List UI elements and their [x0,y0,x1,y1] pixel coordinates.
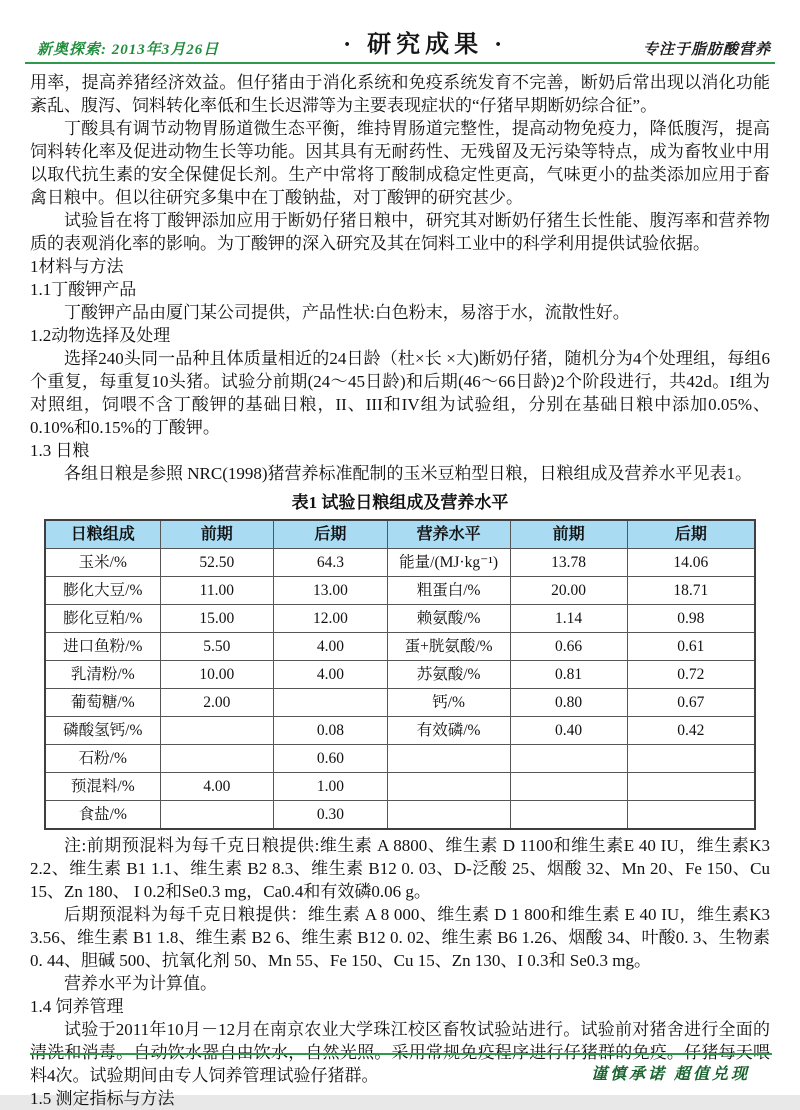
table-cell: 4.00 [160,773,274,801]
table-cell [387,801,510,830]
table-cell [387,745,510,773]
paragraph-intro-continued: 用率，提高养猪经济效益。但仔猪由于消化系统和免疫系统发育不完善，断奶后常出现以消化功能紊乱、腹泻、饲料转化率低和生长迟滞等为主要表现症状的“仔猪早期断奶综合征”。 [30,73,770,115]
footer-motto: 谨慎承诺 超值兑现 [590,1066,750,1083]
table-cell: 0.40 [510,717,627,745]
table-cell: 0.08 [274,717,388,745]
table-row [45,605,755,633]
table-cell: 1.14 [510,605,627,633]
table-cell: 4.00 [274,661,388,689]
section-heading-diet: 1.3 日粮 [30,441,90,460]
brand-date-text: 新奥探索: 2013年3月26日 [37,42,220,58]
table-cell: 0.81 [510,661,627,689]
table-cell: 0.61 [627,633,755,661]
section-heading-animals: 1.2动物选择及处理 [30,326,171,345]
table-cell: 钙/% [387,689,510,717]
table-cell: 1.00 [274,773,388,801]
note-calculated-values: 营养水平为计算值。 [64,974,217,993]
paragraph-animals: 选择240头同一品种且体质量相近的24日龄（杜×长 ×大)断奶仔猪，随机分为4个处理组，每组6个重复，每重复10头猪。试验分前期(24～45日龄)和后期(46～66日龄)2个阶段进行，共42d。I组为对照组，饲喂不含丁酸钾的基础日粮，II、III和IV组为试验组，分别在基础日粮中添加0.05%、0.10%和0.15%的丁酸钾。 [30,349,770,437]
table-cell [274,689,388,717]
table-cell: 乳清粉/% [45,661,160,689]
table-cell: 13.00 [274,577,388,605]
diet-composition-table [44,519,756,830]
table-cell: 葡萄糖/% [45,689,160,717]
table-cell: 5.50 [160,633,274,661]
table-cell [510,801,627,830]
table-cell: 能量/(MJ·kg⁻¹) [387,549,510,577]
table-row [45,717,755,745]
page-title: · 研究成果 · [343,32,508,58]
table-cell: 食盐/% [45,801,160,830]
table-cell [160,717,274,745]
table-cell: 64.3 [274,549,388,577]
table-cell: 进口鱼粉/% [45,633,160,661]
page-footer [30,1053,772,1084]
column-header-composition: 日粮组成 [45,520,160,549]
table-cell [510,745,627,773]
table-cell: 有效磷/% [387,717,510,745]
table-cell [627,773,755,801]
table-caption: 表1 试验日粮组成及营养水平 [291,493,509,512]
table-cell: 石粉/% [45,745,160,773]
table-cell: 15.00 [160,605,274,633]
column-header-late: 后期 [274,520,388,549]
column-header-nutrition: 营养水平 [387,520,510,549]
table-cell: 0.60 [274,745,388,773]
table-row [45,549,755,577]
table-row [45,661,755,689]
table-cell: 0.66 [510,633,627,661]
table-row [45,633,755,661]
section-heading-feeding: 1.4 饲养管理 [30,997,124,1016]
section-heading-indicators: 1.5 测定指标与方法 [30,1089,175,1108]
table-cell: 预混料/% [45,773,160,801]
table-cell [160,745,274,773]
table-cell: 玉米/% [45,549,160,577]
table-cell: 0.42 [627,717,755,745]
table-row [45,577,755,605]
table-notes [30,834,770,995]
page-header [25,0,775,64]
table-cell [627,801,755,830]
note-early-premix: 注:前期预混料为每千克日粮提供:维生素 A 8800、维生素 D 1100和维生素E 40 IU，维生素K3 2.2、维生素 B1 1.1、维生素 B2 8.3、维生素 B12 0. 03、D-泛酸 25、烟酸 32、Mn 20、Fe 150、Cu 15、Zn 180、 I 0.2和Se0.3 mg，Ca0.4和有效磷0.06 g。 [30,836,770,901]
table-cell [387,773,510,801]
table-cell: 0.98 [627,605,755,633]
table-cell: 14.06 [627,549,755,577]
table-cell: 膨化大豆/% [45,577,160,605]
section-heading-product: 1.1丁酸钾产品 [30,280,137,299]
table-cell [627,745,755,773]
table-cell: 10.00 [160,661,274,689]
table-cell: 0.67 [627,689,755,717]
table-cell: 12.00 [274,605,388,633]
table-header-row [45,520,755,549]
table-cell: 蛋+胱氨酸/% [387,633,510,661]
paragraph-diet: 各组日粮是参照 NRC(1998)猪营养标准配制的玉米豆粕型日粮，日粮组成及营养水平见表1。 [64,464,753,483]
slogan-text: 专注于脂肪酸营养 [642,42,771,58]
table-cell: 4.00 [274,633,388,661]
table-row [45,689,755,717]
table-cell: 苏氨酸/% [387,661,510,689]
table-cell: 13.78 [510,549,627,577]
table-cell: 膨化豆粕/% [45,605,160,633]
column-header-early2: 前期 [510,520,627,549]
section-heading-materials: 1材料与方法 [30,257,124,276]
paragraph-trial-purpose: 试验旨在将丁酸钾添加应用于断奶仔猪日粮中，研究其对断奶仔猪生长性能、腹泻率和营养物质的表观消化率的影响。为丁酸钾的深入研究及其在饲料工业中的科学利用提供试验依据。 [30,211,770,253]
note-late-premix: 后期预混料为每千克日粮提供：维生素 A 8 000、维生素 D 1 800和维生素 E 40 IU，维生素K3 3.56、维生素 B1 1.8、维生素 B2 6、维生素 B12 0. 02、维生素 B6 1.26、烟酸 34、叶酸0. 3、生物素 0. 44、胆碱 500、抗氧化剂 50、Mn 55、Fe 150、Cu 15、Zn 130、I 0.3和 Se0.3 mg。 [30,905,770,970]
table-cell [510,773,627,801]
table-row [45,773,755,801]
table-cell: 52.50 [160,549,274,577]
table-cell: 0.80 [510,689,627,717]
article-body [30,71,770,1110]
paragraph-butyric-acid: 丁酸具有调节动物胃肠道微生态平衡，维持胃肠道完整性，提高动物免疫力，降低腹泻，提高饲料转化率及促进动物生长等功能。因其具有无耐药性、无残留及无污染等特点，成为畜牧业中用以取代抗生素的安全保健促长剂。生产中常将丁酸制成稳定性更高，气味更小的盐类添加应用于畜禽日粮中。但以往研究多集中在丁酸钠盐，对丁酸钾的研究甚少。 [30,119,770,207]
table-cell: 11.00 [160,577,274,605]
column-header-late2: 后期 [627,520,755,549]
paragraph-feeding: 试验于2011年10月－12月在南京农业大学珠江校区畜牧试验站进行。试验前对猪舍进行全面的清洗和消毒。自动饮水器自由饮水，自然光照。采用常规免疫程序进行仔猪群的免疫。仔猪每天喂料4次。试验期间由专人饲养管理试验仔猪群。 [30,1020,770,1085]
table-row [45,801,755,830]
table-cell: 赖氨酸/% [387,605,510,633]
paragraph-product: 丁酸钾产品由厦门某公司提供，产品性状:白色粉末，易溶于水，流散性好。 [64,303,630,322]
column-header-early: 前期 [160,520,274,549]
table-cell: 粗蛋白/% [387,577,510,605]
table-cell: 18.71 [627,577,755,605]
table-cell: 磷酸氢钙/% [45,717,160,745]
table-cell: 20.00 [510,577,627,605]
table-cell: 2.00 [160,689,274,717]
table-cell [160,801,274,830]
table-row [45,745,755,773]
table-cell: 0.30 [274,801,388,830]
table-cell: 0.72 [627,661,755,689]
